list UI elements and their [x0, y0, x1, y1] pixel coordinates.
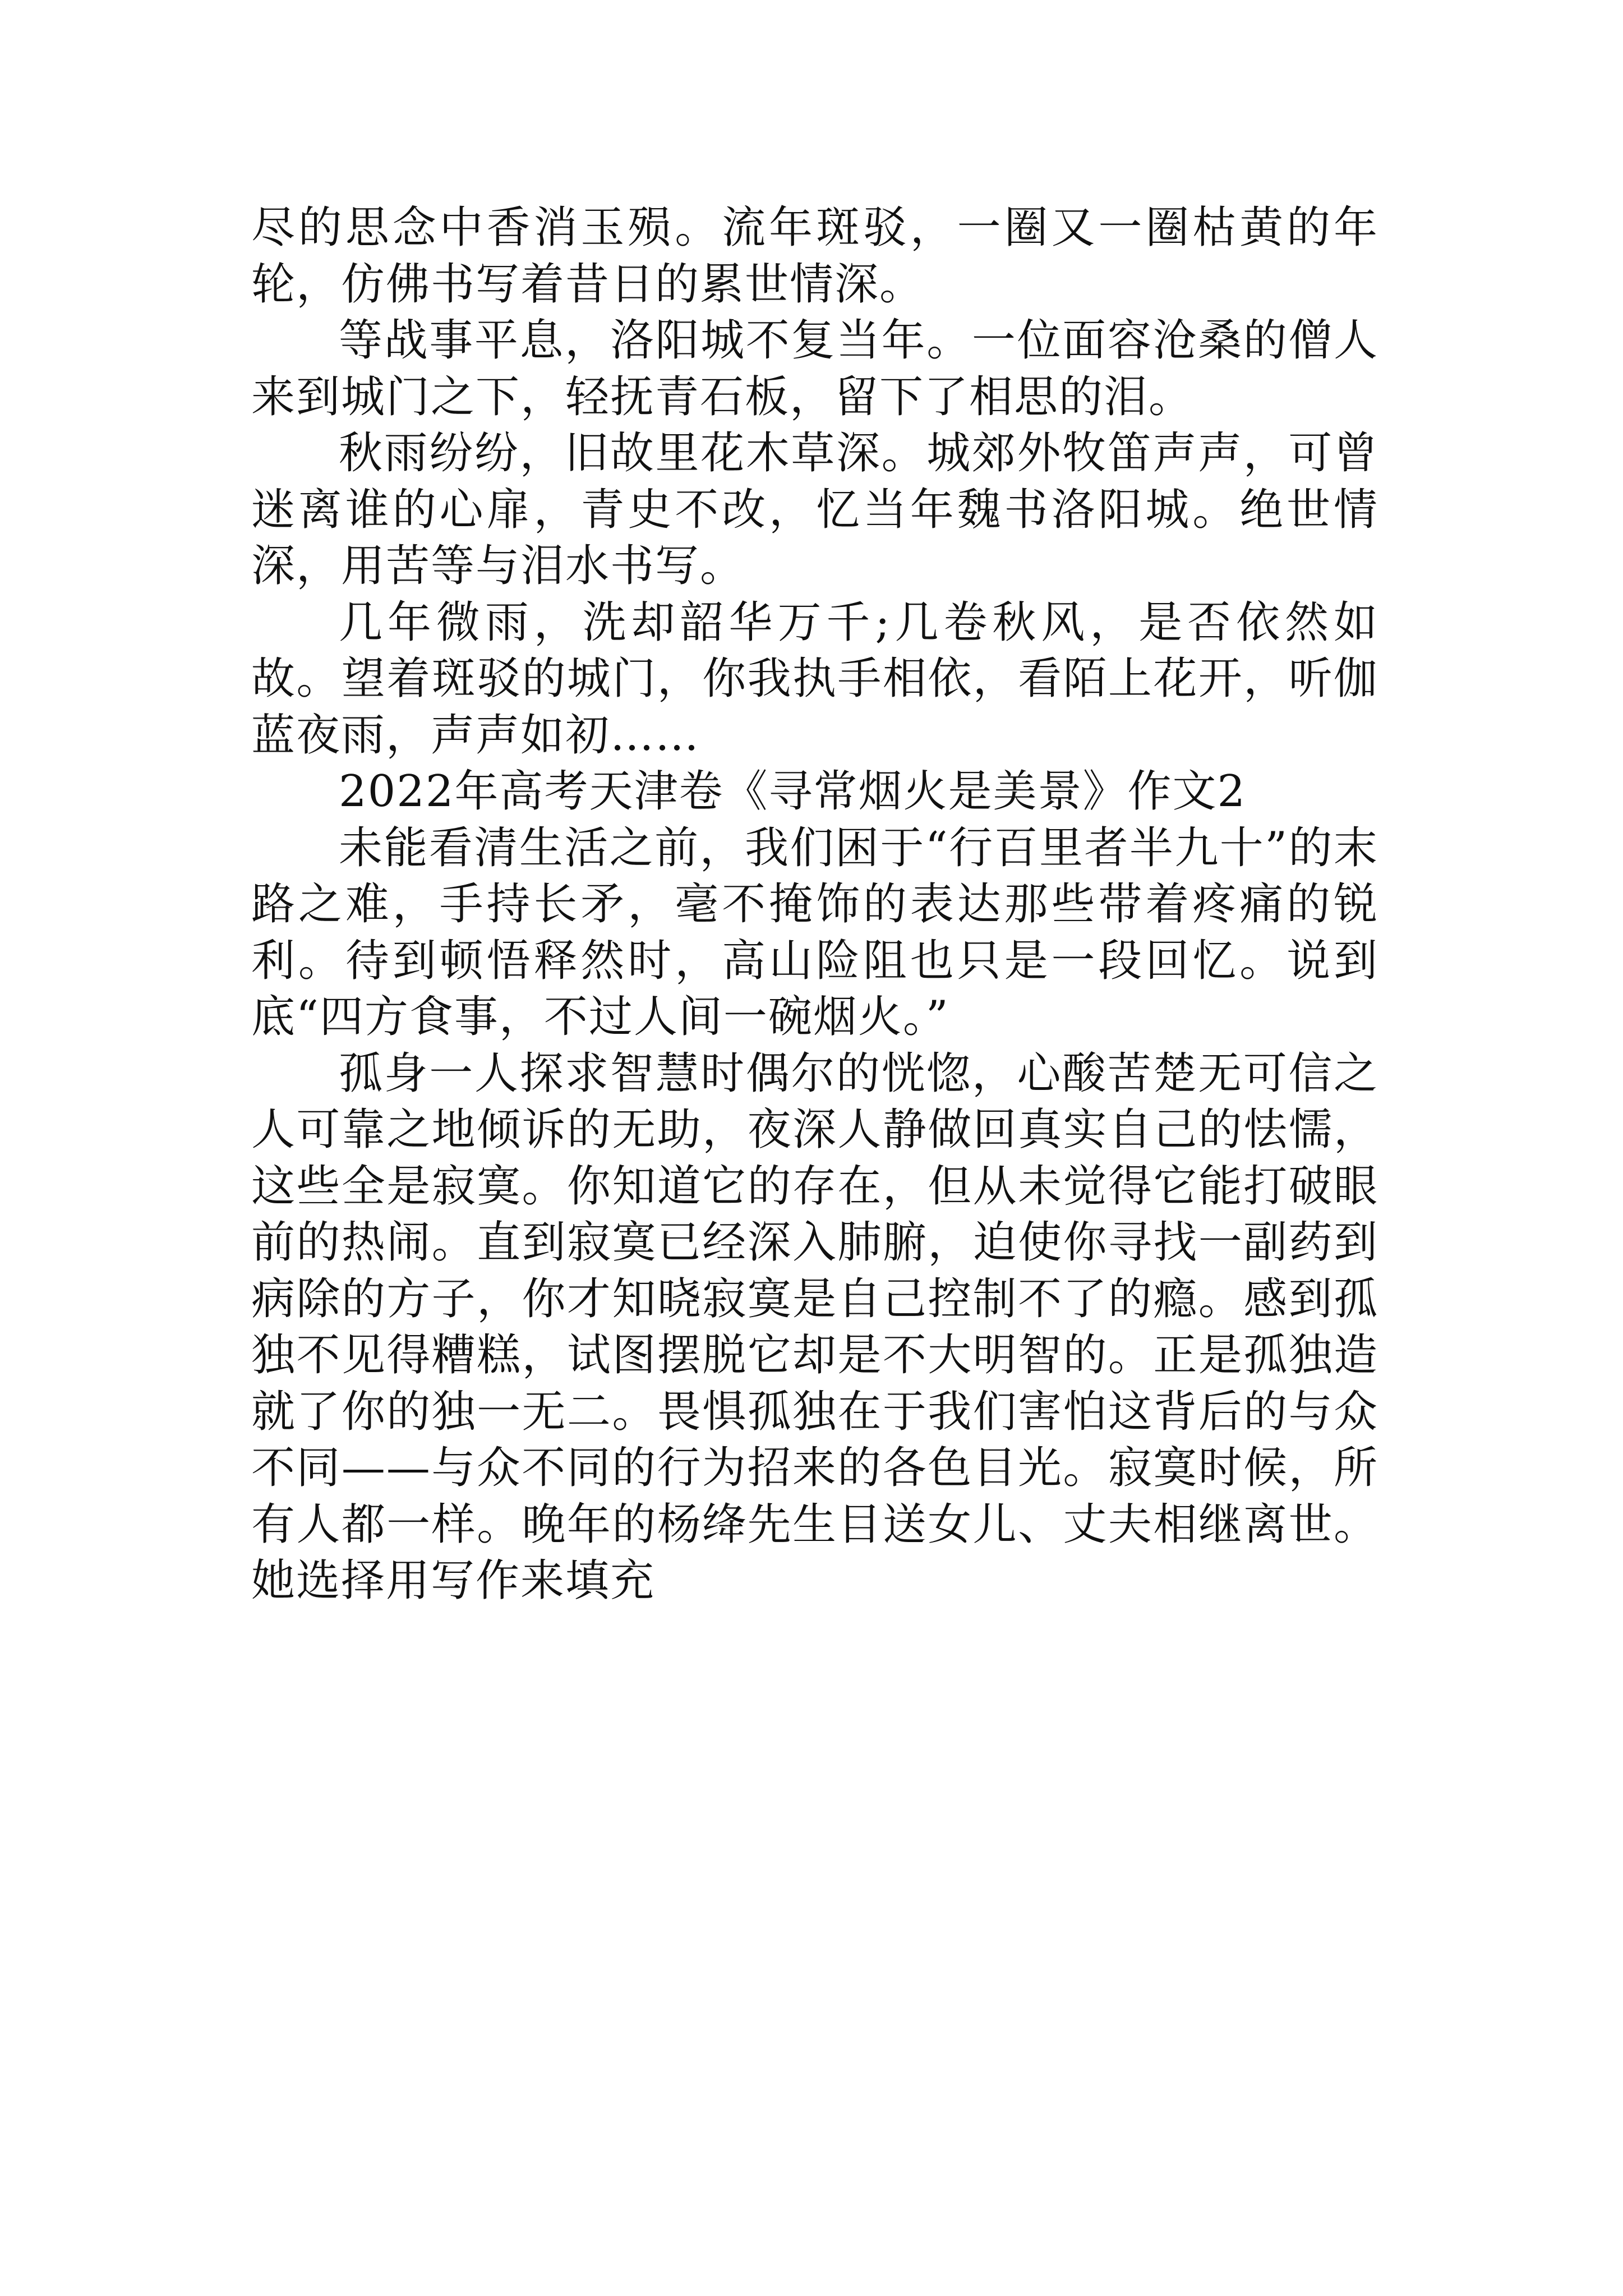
paragraph: 孤身一人探求智慧时偶尔的恍惚，心酸苦楚无可信之人可靠之地倾诉的无助，夜深人静做回真实自己的怯懦，这些全是寂寞。你知道它的存在，但从未觉得它能打破眼前的热闹。直到寂寞已经深入肺腑，迫使你寻找一副药到病除的方子，你才知晓寂寞是自己控制不了的瘾。感到孤独不见得糟糕，试图摆脱它却是不大明智的。正是孤独造就了你的独一无二。畏惧孤独在于我们害怕这背后的与众不同——与众不同的行为招来的各色目光。寂寞时候，所有人都一样。晚年的杨绛先生目送女儿、丈夫相继离世。她选择用写作来填充	[251, 1048, 1378, 1606]
section-title: 2022年高考天津卷《寻常烟火是美景》作文2	[339, 766, 1247, 817]
paragraph: 秋雨纷纷，旧故里花木草深。城郊外牧笛声声，可曾迷离谁的心扉，青史不改，忆当年魏书洛阳城。绝世情深，用苦等与泪水书写。	[251, 428, 1378, 591]
paragraph-continuation: 尽的思念中香消玉殒。流年斑驳，一圈又一圈枯黄的年轮，仿佛书写着昔日的累世情深。	[251, 203, 1378, 310]
document-body	[251, 200, 1378, 1609]
paragraph: 未能看清生活之前，我们困于“行百里者半九十”的末路之难，手持长矛，毫不掩饰的表达那些带着疼痛的锐利。待到顿悟释然时，高山险阻也只是一段回忆。说到底“四方食事，不过人间一碗烟火。”	[251, 822, 1378, 1042]
paragraph: 等战事平息，洛阳城不复当年。一位面容沧桑的僧人来到城门之下，轻抚青石板，留下了相思的泪。	[251, 315, 1378, 422]
paragraph: 几年微雨，洗却韶华万千;几卷秋风，是否依然如故。望着斑驳的城门，你我执手相依，看陌上花开，听伽蓝夜雨，声声如初……	[251, 597, 1378, 761]
